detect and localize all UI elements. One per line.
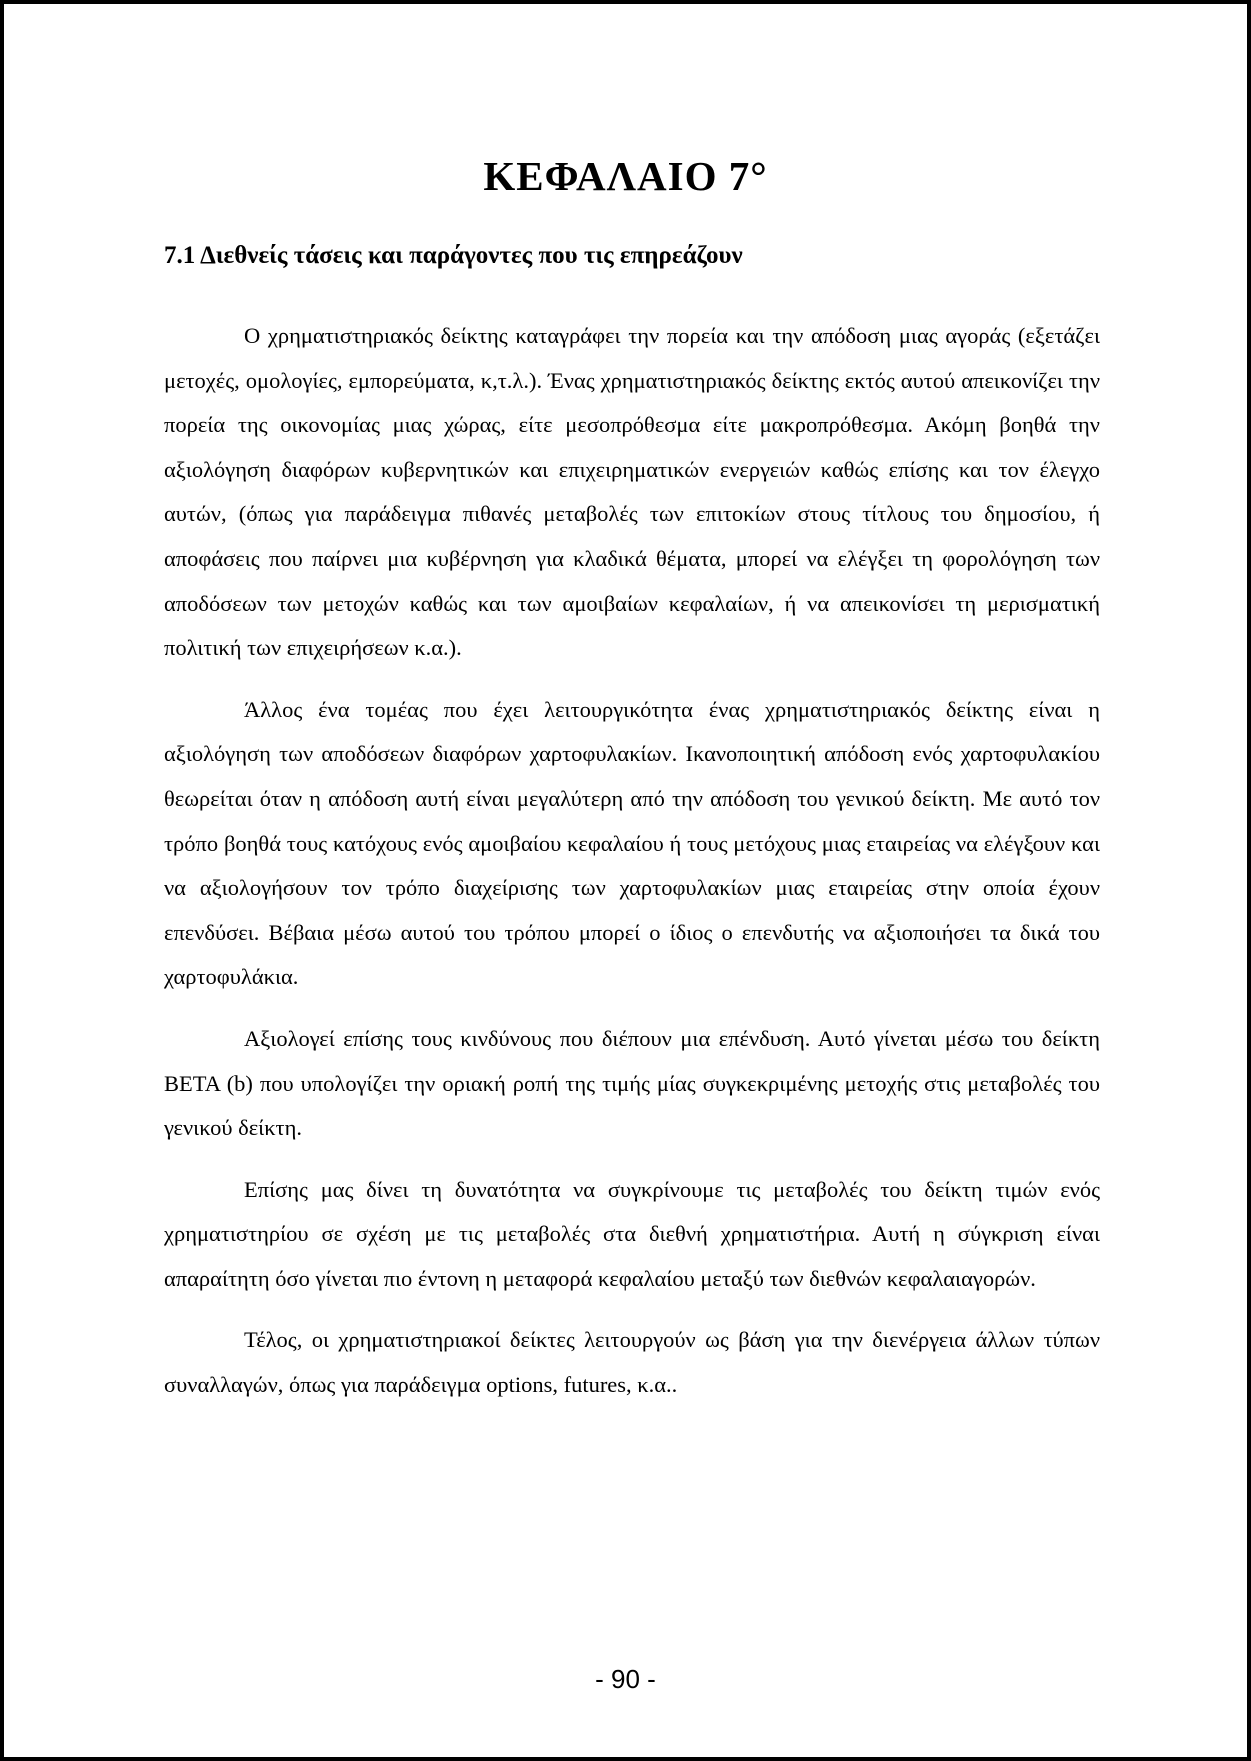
paragraph: Επίσης μας δίνει τη δυνατότητα να συγκρίνουμε τις μεταβολές του δείκτη τιμών ενός χρηματιστηρίου σε σχέση με τις μεταβολές στα διεθνή χρηματιστήρια. Αυτή η σύγκριση είναι απαραίτητη όσο γίνεται πιο έντονη η μεταφορά κεφαλαίου μεταξύ των διεθνών κεφαλαιαγορών. bbox=[164, 1176, 1100, 1291]
paragraph: Ο χρηματιστηριακός δείκτης καταγράφει την πορεία και την απόδοση μιας αγοράς (εξετάζει μετοχές, ομολογίες, εμπορεύματα, κ,τ.λ.). Ένας χρηματιστηριακός δείκτης εκτός αυτού απεικονίζει την πορεία της οικονομίας μιας χώρας, είτε μεσοπρόθεσμα είτε μακροπρόθεσμα. Ακόμη βοηθά την αξιολόγηση διαφόρων κυβερνητικών και επιχειρηματικών ενεργειών καθώς επίσης και τον έλεγχο αυτών, (όπως για παράδειγμα πιθανές μεταβολές των επιτοκίων στους τίτλους του δημοσίου, ή αποφάσεις που παίρνει μια κυβέρνηση για κλαδικά θέματα, μπορεί να ελέγξει τη φορολόγηση των αποδόσεων των μετοχών καθώς και των αμοιβαίων κεφαλαίων, ή να απεικονίσει τη μερισματική πολιτική των επιχειρήσεων κ.α.). bbox=[164, 323, 1100, 661]
document-page bbox=[4, 4, 1247, 1757]
paragraph: Τέλος, οι χρηματιστηριακοί δείκτες λειτουργούν ως βάση για την διενέργεια άλλων τύπων συναλλαγών, όπως για παράδειγμα options, futures, κ.α.. bbox=[164, 1327, 1100, 1398]
paragraph: Αξιολογεί επίσης τους κινδύνους που διέπουν μια επένδυση. Αυτό γίνεται μέσω του δείκτη ΒΕΤΑ (b) που υπολογίζει την οριακή ροπή της τιμής μίας συγκεκριμένης μετοχής στις μεταβολές του γενικού δείκτη. bbox=[164, 1025, 1100, 1141]
section-title: 7.1 Διεθνείς τάσεις και παράγοντες που τις επηρεάζουν bbox=[164, 242, 743, 269]
chapter-title: ΚΕΦΑΛΑΙΟ 7° bbox=[483, 153, 768, 199]
paragraph: Άλλος ένα τομέας που έχει λειτουργικότητα ένας χρηματιστηριακός δείκτης είναι η αξιολόγηση των αποδόσεων διαφόρων χαρτοφυλακίων. Ικανοποιητική απόδοση ενός χαρτοφυλακίου θεωρείται όταν η απόδοση αυτή είναι μεγαλύτερη από την απόδοση του γενικού δείκτη. Με αυτό τον τρόπο βοηθά τους κατόχους ενός αμοιβαίου κεφαλαίου ή τους μετόχους μιας εταιρείας να ελέγξουν και να αξιολογήσουν τον τρόπο διαχείρισης των χαρτοφυλακίων μιας εταιρείας στην οποία έχουν επενδύσει. Βέβαια μέσω αυτού του τρόπου μπορεί ο ίδιος ο επενδυτής να αξιοποιήσει τα δικά του χαρτοφυλάκια. bbox=[164, 696, 1100, 990]
body-text bbox=[164, 314, 1100, 1425]
page-number: - 90 - bbox=[595, 1664, 656, 1694]
